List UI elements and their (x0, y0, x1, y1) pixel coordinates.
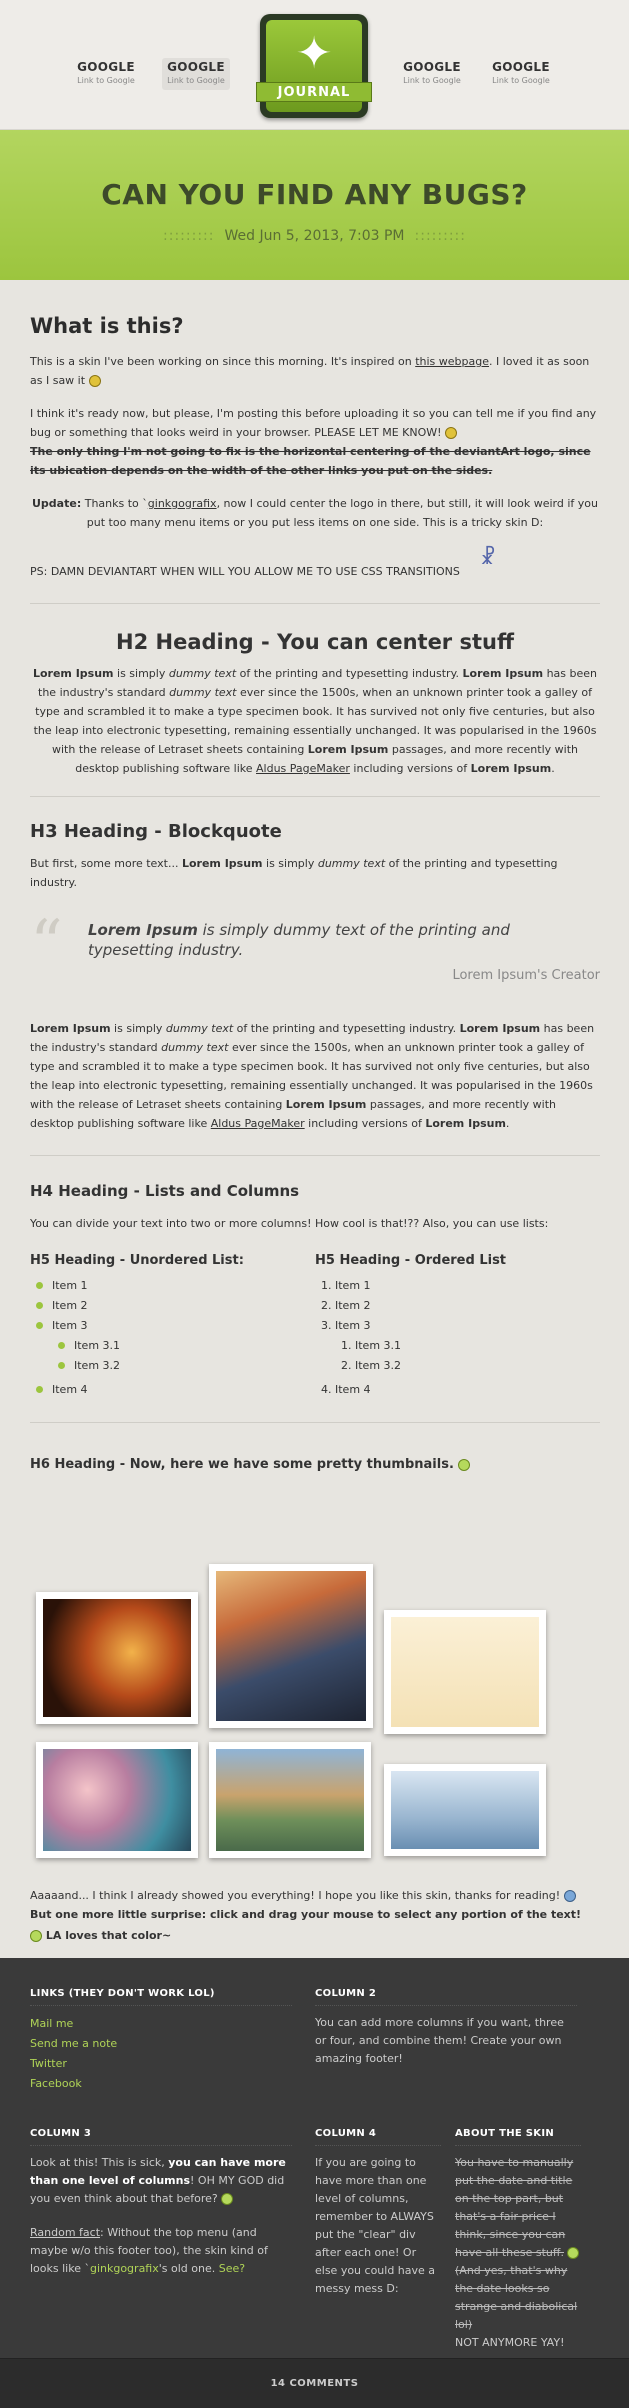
divider (30, 796, 600, 797)
random-fact (30, 2224, 292, 2278)
unordered-list-column (30, 1253, 315, 1400)
list-item: 4. Item 4 (335, 1380, 600, 1400)
update-label: Update: (32, 497, 82, 510)
column-2-heading: COLUMN 2 (315, 1988, 577, 2006)
grin-emoticon-icon (567, 2247, 579, 2259)
bold-text: Lorem Ipsum (462, 667, 544, 680)
h4-intro: You can divide your text into two or more columns! How cool is that!?? Also, you can use lists: (30, 1217, 549, 1230)
webpage-link[interactable]: this webpage (415, 355, 489, 368)
wink-emoticon-icon (458, 1459, 470, 1471)
autumn-leaves-image (43, 1599, 191, 1717)
text: of the printing and typesetting industry. (30, 857, 558, 889)
h2-heading: H2 Heading - You can center stuff (116, 630, 514, 654)
footer-links-heading: LINKS (THEY DON'T WORK LOL) (30, 1988, 292, 2006)
ginkgografix-link[interactable]: ginkgografix (147, 497, 217, 510)
nested-list (52, 1336, 315, 1376)
bokeh-lights-image (43, 1749, 191, 1851)
smile-emoticon-icon (445, 427, 457, 439)
strikethrough-text: (And yes, that's why the date looks so strange and diabolical lol) (455, 2264, 578, 2331)
bold-text: Lorem Ipsum (30, 1022, 111, 1035)
list-item: 2. Item 3.2 (355, 1356, 600, 1376)
journal-content (30, 300, 600, 1472)
twitter-link[interactable]: Twitter (30, 2057, 67, 2070)
quote-text (88, 920, 600, 960)
about-strikethrough-1 (455, 2154, 581, 2262)
date-ornament-left: ::::::::: (163, 228, 215, 244)
la-paragraph (30, 1926, 600, 1945)
surprise-paragraph: But one more little surprise: click and drag your mouse to select any portion of the text! (30, 1908, 582, 1921)
intro-paragraph-1 (30, 352, 600, 390)
facebook-link[interactable]: Facebook (30, 2077, 82, 2090)
italic-text: dummy text (169, 686, 237, 699)
aldus-link[interactable]: Aldus PageMaker (256, 762, 350, 775)
quote-author: Lorem Ipsum's Creator (452, 968, 600, 983)
list-item: Item 3.1 (72, 1336, 315, 1356)
running-characters-illustration (391, 1617, 539, 1727)
text: is simply dummy text of the printing and typesetting industry. (88, 921, 510, 959)
italic-text: dummy text (165, 1022, 234, 1035)
post-date (0, 228, 629, 244)
thumbnail[interactable] (384, 1610, 546, 1734)
list-item: 1. Item 3.1 (355, 1336, 600, 1356)
text: has been the industry's standard (30, 1022, 595, 1054)
ul-heading: H5 Heading - Unordered List: (30, 1253, 244, 1268)
la-emoticon-icon (30, 1930, 42, 1942)
ol-heading: H5 Heading - Ordered List (315, 1253, 507, 1268)
h4-heading: H4 Heading - Lists and Columns (30, 1182, 300, 1200)
text: This is a skin I've been working on since this morning. It's inspired on (30, 355, 416, 368)
intro-paragraph-3: The only thing I'm not going to fix is the horizontal centering of the deviantArt logo, since its ubication depends on the width of the other links you put on the sides. (30, 445, 591, 477)
bold-text: you can have more than one level of columns (30, 2156, 286, 2187)
h2-paragraph (30, 664, 600, 778)
text: passages, and more recently with desktop publishing software like (30, 1098, 556, 1130)
text: passages, and more recently with desktop publishing software like (75, 743, 578, 775)
random-fact-label: Random fact (30, 2226, 101, 2239)
bold-text: Lorem Ipsum (32, 667, 114, 680)
nav-link-title: GOOGLE (403, 60, 461, 74)
nav-link-title: GOOGLE (167, 60, 225, 74)
unordered-list (30, 1276, 315, 1400)
about-end-text: NOT ANYMORE YAY! (455, 2336, 565, 2349)
h6-heading (30, 1457, 600, 1472)
date-text: Wed Jun 5, 2013, 7:03 PM (224, 228, 405, 244)
italic-text: dummy text (317, 857, 386, 870)
bold-text: Lorem Ipsum (470, 762, 552, 775)
italic-text: dummy text (161, 1041, 229, 1054)
update-paragraph (30, 494, 600, 532)
bold-text: Lorem Ipsum (459, 1022, 541, 1035)
text: H6 Heading - Now, here we have some pretty thumbnails. (30, 1457, 454, 1472)
snow-scene-illustration (391, 1771, 539, 1849)
nav-link-subtitle: Link to Google (492, 76, 550, 85)
list-item: Item 2 (50, 1296, 315, 1316)
nested-list (335, 1336, 600, 1376)
divider (30, 1155, 600, 1156)
column-3-heading: COLUMN 3 (30, 2128, 292, 2146)
text: . (551, 762, 555, 775)
nav-link-title: GOOGLE (77, 60, 135, 74)
nav-link-google-2[interactable] (162, 58, 230, 90)
text: is simply (110, 1022, 166, 1035)
text: Item 3 (335, 1319, 371, 1332)
text: Aaaaand... I think I already showed you everything! I hope you like this skin, thanks for reading! (30, 1889, 561, 1902)
thumbnail[interactable] (209, 1742, 371, 1858)
date-ornament-right: ::::::::: (414, 228, 466, 244)
see-link[interactable]: See? (218, 2262, 246, 2275)
ordered-list-column (315, 1253, 600, 1400)
closing-text (30, 1886, 600, 1945)
list-item: 1. Item 1 (335, 1276, 600, 1296)
footer-column-3 (30, 2128, 292, 2278)
text: of the printing and typesetting industry. (236, 667, 463, 680)
thumbnail[interactable] (36, 1742, 198, 1858)
column-4-text: If you are going to have more than one level of columns, remember to ALWAYS put the "clear" div after each one! Or else you could have a messy mess D: (315, 2156, 436, 2295)
thumbnail[interactable] (384, 1764, 546, 1856)
divider (30, 603, 600, 604)
deviantart-journal-logo[interactable] (260, 14, 368, 118)
text: has been the industry's standard (38, 667, 598, 699)
footer-column-4 (315, 2128, 441, 2298)
ps-paragraph (30, 545, 600, 581)
sad-fish-emoticon-icon: ☧ (480, 545, 496, 569)
text: 's old one. (158, 2262, 219, 2275)
page-title: CAN YOU FIND ANY BUGS? (101, 178, 528, 211)
grin-emoticon-icon (221, 2193, 233, 2205)
comments-link[interactable]: 14 COMMENTS (0, 2358, 629, 2408)
text: is simply (262, 857, 318, 870)
bold-text: Lorem Ipsum (285, 1098, 367, 1111)
logo-ribbon: JOURNAL (256, 82, 372, 102)
text: I think it's ready now, but please, I'm posting this before uploading it so you can tell me if you find any bug or something that looks weird in your browser. PLEASE LET ME KNOW! (30, 407, 597, 439)
blockquote (30, 907, 600, 983)
grin-emoticon-icon (89, 375, 101, 387)
bold-text: Lorem Ipsum (425, 1117, 506, 1130)
text: including versions of (304, 1117, 426, 1130)
intro-paragraph-2 (30, 404, 600, 442)
top-nav (0, 0, 629, 130)
text: ! OH MY GOD did you even think about that before? (30, 2174, 285, 2205)
list-item: Item 1 (50, 1276, 315, 1296)
hero-banner (0, 130, 629, 280)
thumbnail[interactable] (36, 1592, 198, 1724)
column-4-heading: COLUMN 4 (315, 2128, 441, 2146)
smile-emoticon-icon (564, 1890, 576, 1902)
italic-text: dummy text (168, 667, 237, 680)
list-item: Item 3.2 (72, 1356, 315, 1376)
text: . (505, 1117, 510, 1130)
text: PS: DAMN DEVIANTART WHEN WILL YOU ALLOW ME TO USE CSS TRANSITIONS (30, 565, 460, 578)
list-columns (30, 1253, 600, 1400)
column-2-text: You can add more columns if you want, three or four, and combine them! Create your own amazing footer! (315, 2016, 564, 2065)
footer-column-2 (315, 1988, 577, 2068)
strikethrough-text: You have to manually put the date and title on the top part, but that's a fair price I think, since you can have all these stuff. (455, 2156, 574, 2259)
list-item: Item 4 (50, 1380, 315, 1400)
text: . I loved it as soon as I saw it (30, 355, 590, 387)
sky-fence-image (216, 1571, 366, 1721)
list-item (335, 1316, 600, 1376)
outro-paragraph (30, 1886, 600, 1905)
intro-heading: What is this? (30, 314, 184, 338)
h3-heading: H3 Heading - Blockquote (30, 821, 282, 842)
text: , now I could center the logo in there, but still, it will look weird if you put too many menu items or you put less items on one side. This is a tricky skin D: (86, 497, 598, 529)
thumbnail[interactable] (209, 1564, 373, 1728)
list-item: 2. Item 2 (335, 1296, 600, 1316)
text: Look at this! This is sick, (30, 2156, 169, 2169)
text: including versions of (349, 762, 471, 775)
quote-mark-icon: “ (30, 907, 63, 981)
text: ever since the 1500s, when an unknown printer took a galley of type and scrambled it to make a type specimen book. It has survived not only five centuries, but also the leap into electronic typesetting, remaining essentially unchanged. It was popularised in the 1960s with the release of Letraset sheets containing (30, 1041, 593, 1111)
text: Thanks to ` (81, 497, 148, 510)
text: of the printing and typesetting industry. (233, 1022, 460, 1035)
bold-text: Lorem Ipsum (181, 857, 263, 870)
list-item (50, 1316, 315, 1376)
venice-canal-image (216, 1749, 364, 1851)
bold-text: Lorem Ipsum (307, 743, 389, 756)
h3-paragraph (30, 1019, 600, 1133)
nav-link-google-4[interactable] (487, 58, 555, 90)
mail-me-link[interactable]: Mail me (30, 2017, 74, 2030)
divider (30, 1422, 600, 1423)
nav-link-google-3[interactable] (398, 58, 466, 90)
bold-text: Lorem Ipsum (88, 921, 198, 939)
aldus-link[interactable]: Aldus PageMaker (210, 1117, 305, 1130)
text: is simply (113, 667, 169, 680)
footer-links-column (30, 1988, 292, 2094)
nav-link-google-1[interactable] (72, 58, 140, 90)
footer (0, 1958, 629, 2358)
nav-link-title: GOOGLE (492, 60, 550, 74)
text: LA loves that color~ (45, 1929, 172, 1942)
ordered-list (315, 1276, 600, 1400)
deviantart-icon: ✦ (295, 28, 333, 79)
nav-link-subtitle: Link to Google (167, 76, 225, 85)
nav-link-subtitle: Link to Google (403, 76, 461, 85)
text: : Without the top menu (and maybe w/o this footer too), the skin kind of looks like ` (30, 2226, 268, 2275)
h3-intro (30, 854, 600, 892)
text: ever since the 1500s, when an unknown printer took a galley of type and scrambled it to make a type specimen book. It has survived not only five centuries, but also the leap into electronic typesetting, remaining essentially unchanged. It was popularised in the 1960s with the release of Letraset sheets containing (33, 686, 597, 756)
send-note-link[interactable]: Send me a note (30, 2037, 118, 2050)
about-heading: ABOUT THE SKIN (455, 2128, 581, 2146)
footer-about-column (455, 2128, 581, 2352)
ginkgografix-footer-link[interactable]: ginkgografix (89, 2262, 159, 2275)
text: But first, some more text... (30, 857, 182, 870)
nav-link-subtitle: Link to Google (77, 76, 135, 85)
column-3-text (30, 2154, 292, 2208)
text: Item 3 (52, 1319, 88, 1332)
about-strikethrough-2 (455, 2262, 581, 2334)
